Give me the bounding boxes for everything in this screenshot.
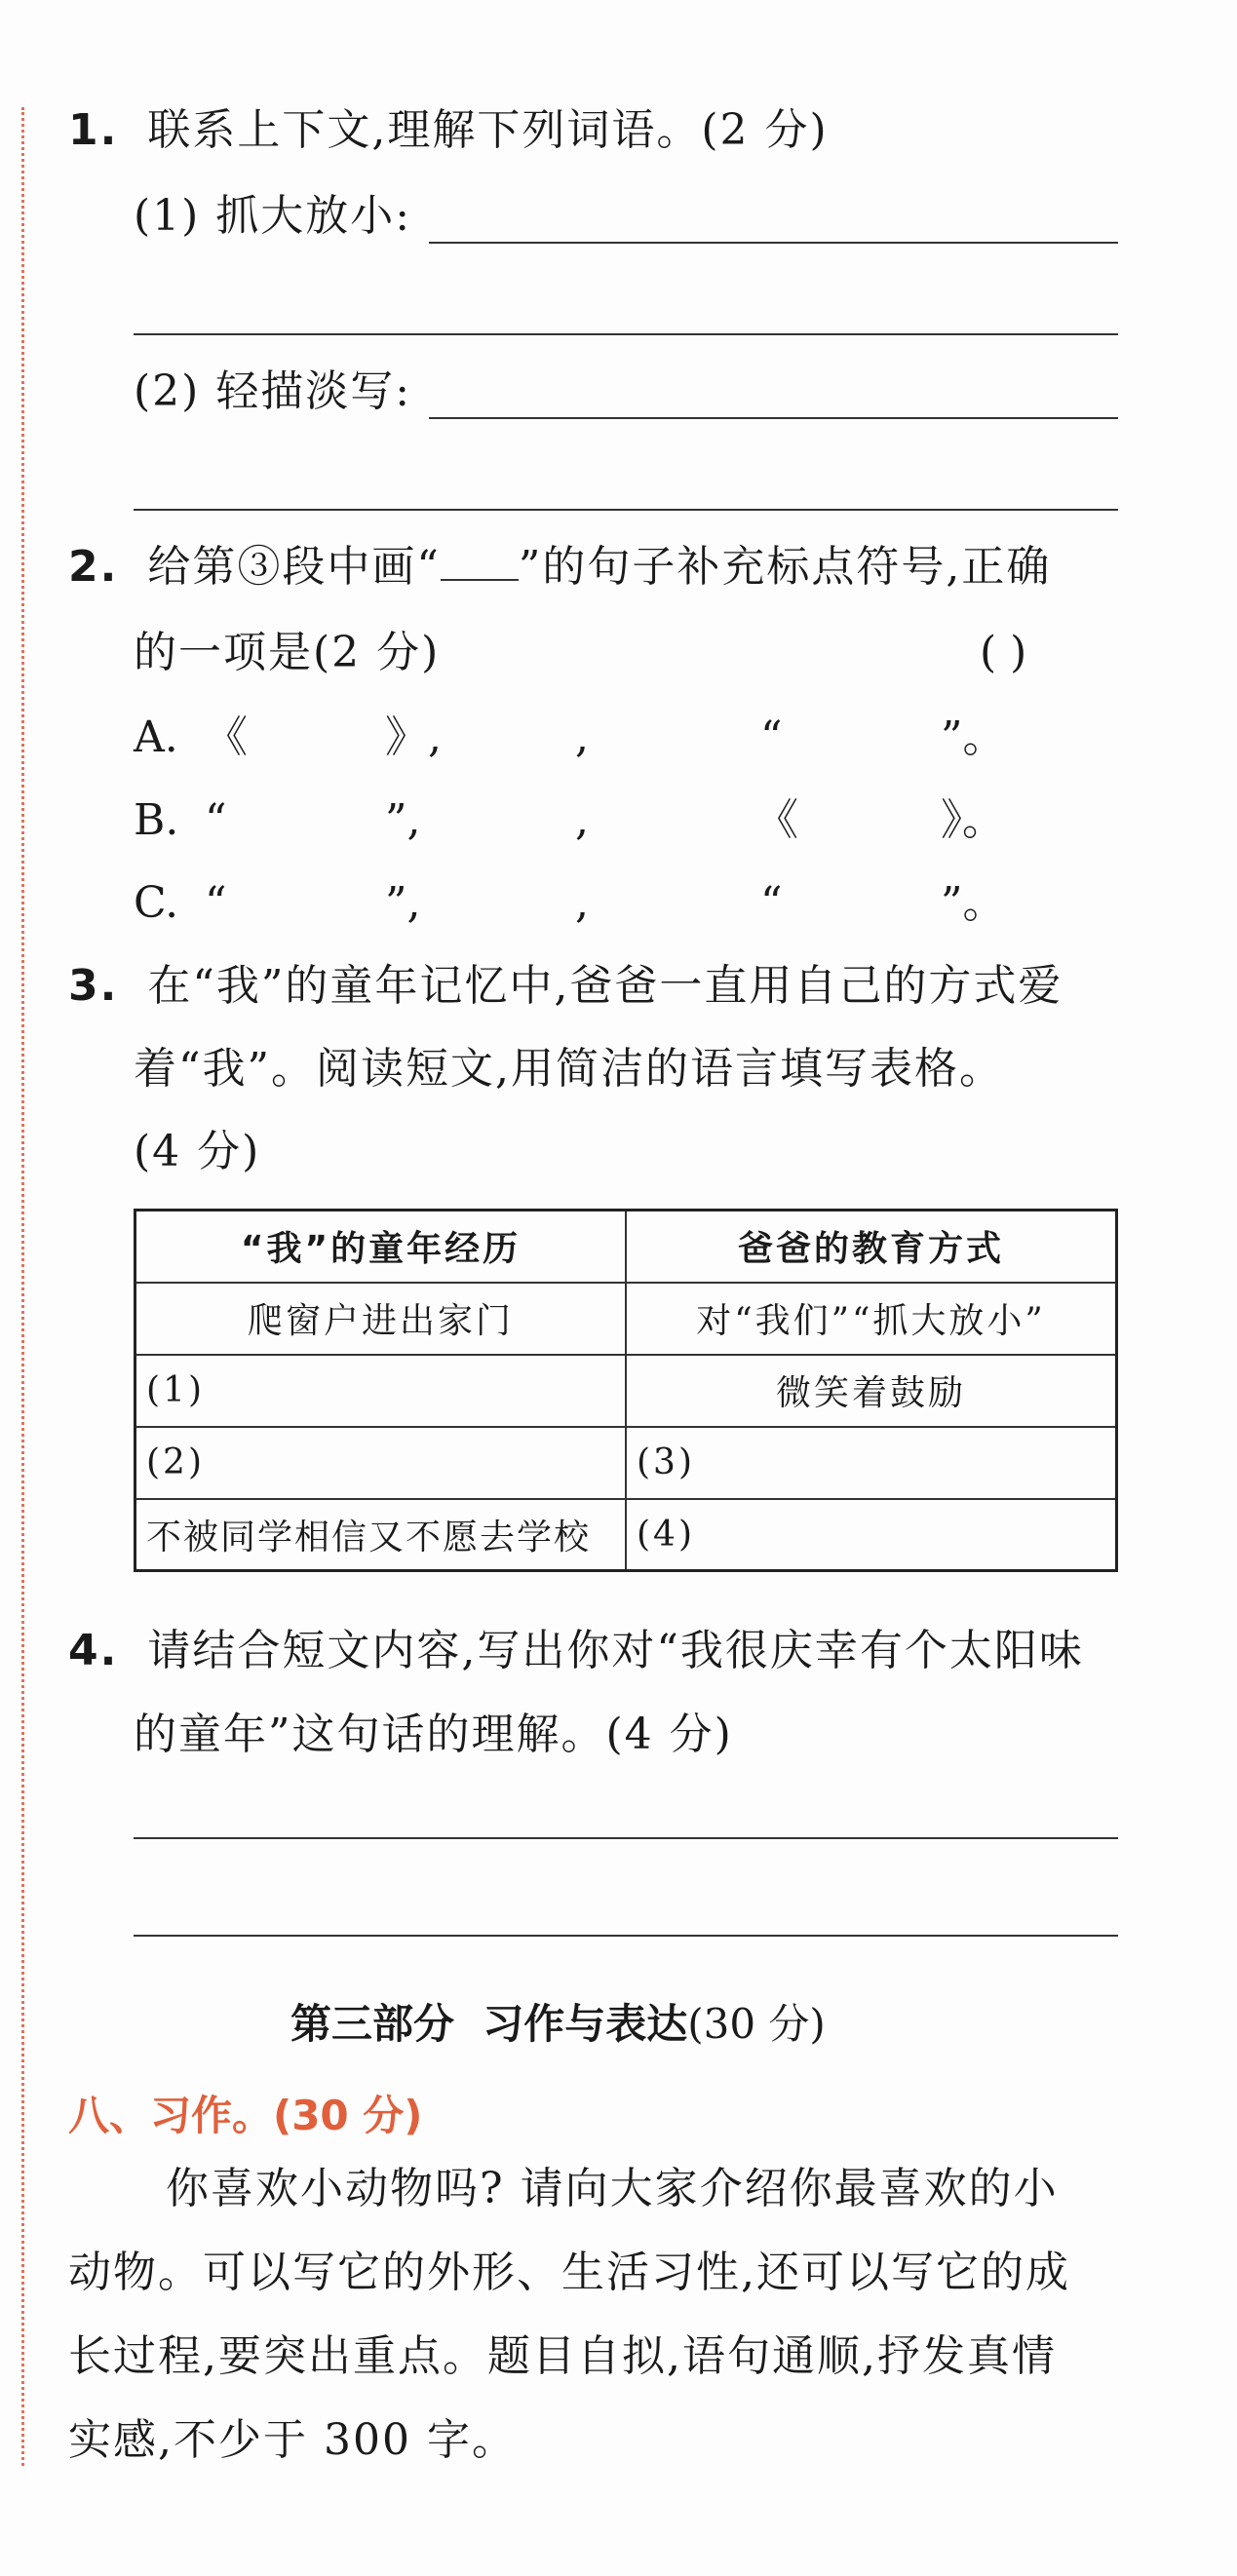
question-stem: 请结合短文内容,写出你对“我很庆幸有个太阳味 [147,1626,1084,1675]
punct: ”。 [941,712,1006,762]
prompt-line-4: 实感,不少于 300 字。 [68,2415,517,2465]
table-cell-blank[interactable]: (4) [626,1499,1117,1571]
underline-mark [441,548,519,581]
margin-dotted-line [21,107,24,2466]
option-label: A. [134,712,178,762]
q2-stem-line-2: 的一项是(2 分) [134,628,441,677]
table-cell-blank[interactable]: (1) [135,1355,627,1427]
part-title [290,1992,826,2051]
part-title-text: 第三部分 习作与表达 [290,2000,688,2048]
table-cell-blank[interactable]: (2) [135,1427,627,1499]
answer-line[interactable] [134,333,1118,335]
table-cell: 爬窗户进出家门 [135,1283,627,1355]
punct: “ [760,878,783,928]
punct: , [575,795,589,845]
question-stem: 给第③段中画“ [147,542,441,592]
question-2 [68,542,1052,592]
punct: 》, [385,712,442,762]
answer-line[interactable] [134,509,1118,511]
answer-line[interactable] [134,1837,1118,1839]
question-1 [68,105,829,155]
question-number: 4. [68,1626,119,1675]
punct: ”。 [941,878,1006,928]
punct: 《 [755,795,798,845]
question-stem-cont: ”的句子补充标点符号,正确 [518,542,1052,592]
question-number: 2. [68,542,119,592]
answer-bracket[interactable]: ( ) [980,628,1027,677]
answer-line[interactable] [429,242,1118,244]
punct: 》。 [941,795,1005,845]
prompt-line-1: 你喜欢小动物吗? 请向大家介绍你最喜欢的小 [166,2164,1059,2213]
prompt-line-2: 动物。可以写它的外形、生活习性,还可以写它的成 [68,2248,1070,2297]
q1-item-1-label: (1) 抓大放小: [134,191,412,241]
experience-table [134,1209,1118,1572]
table-cell-blank[interactable]: (3) [626,1427,1117,1499]
punct: , [575,878,589,928]
answer-line[interactable] [134,1935,1118,1937]
punct: 《 [205,712,248,762]
punct: “ [760,712,783,762]
table-row [135,1355,1117,1427]
punct: , [575,712,589,762]
table-cell: 微笑着鼓励 [626,1355,1117,1427]
table-header: “我”的童年经历 [135,1211,627,1283]
punct: “ [205,795,227,845]
answer-line[interactable] [429,417,1118,419]
punct: ”, [385,878,421,928]
question-4 [68,1626,1084,1675]
q3-stem-line-2: 着“我”。阅读短文,用简洁的语言填写表格。 [134,1044,1004,1094]
question-number: 3. [68,961,119,1011]
table-row [135,1427,1117,1499]
question-stem: 联系上下文,理解下列词语。(2 分) [147,105,829,155]
q1-item-2-label: (2) 轻描淡写: [134,366,412,416]
table-row [135,1283,1117,1355]
part-points: (30 分) [687,2000,826,2048]
section-heading: 八、习作。(30 分) [68,2092,423,2139]
option-label: C. [134,878,179,928]
table-header-row [135,1211,1117,1283]
option-label: B. [134,795,179,845]
punct: “ [205,878,227,928]
question-stem: 在“我”的童年记忆中,爸爸一直用自己的方式爱 [147,961,1063,1011]
table-row [135,1499,1117,1571]
punct: ”, [385,795,421,845]
prompt-line-3: 长过程,要突出重点。题目自拟,语句通顺,抒发真情 [68,2331,1057,2381]
table-cell: 不被同学相信又不愿去学校 [135,1499,627,1571]
question-number: 1. [68,105,119,155]
q4-stem-line-2: 的童年”这句话的理解。(4 分) [134,1710,733,1759]
q3-stem-line-3: (4 分) [134,1127,261,1176]
question-3 [68,961,1063,1011]
table-header: 爸爸的教育方式 [626,1211,1117,1283]
table-cell: 对“我们”“抓大放小” [626,1283,1117,1355]
